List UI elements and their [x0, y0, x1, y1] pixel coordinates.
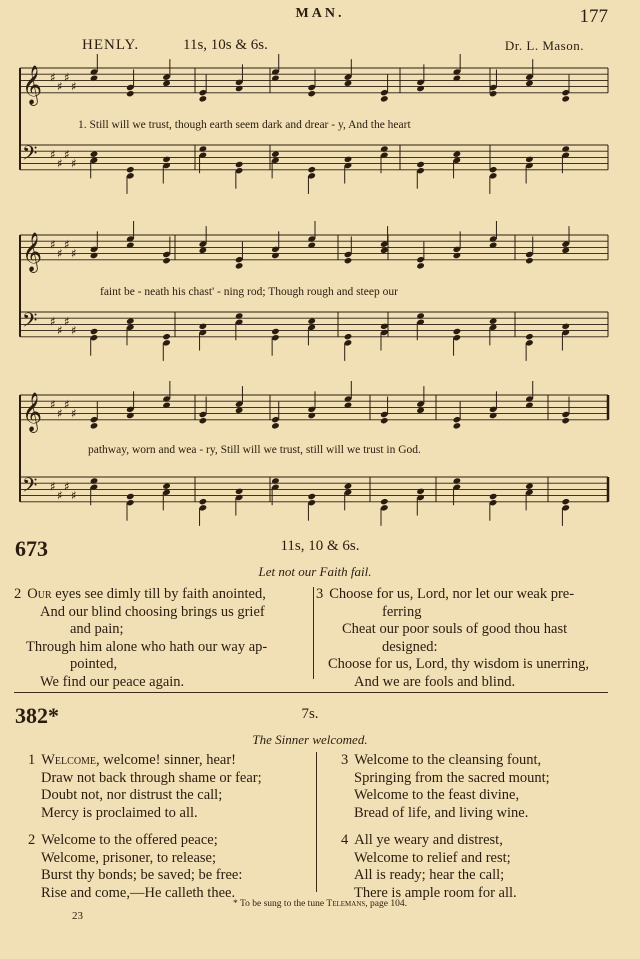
note-head: [271, 328, 280, 335]
note-head: [380, 417, 389, 424]
note-head: [199, 417, 208, 424]
note-head: [126, 166, 135, 173]
verse-2: [28, 832, 308, 902]
lyrics-line-3: pathway, worn and wea - ry, Still will we trust, still will we trust in God.: [88, 444, 421, 456]
note-head: [271, 422, 280, 429]
sharp-icon: ♯: [64, 70, 70, 85]
column-divider: [316, 752, 317, 892]
hymn-meter: 7s.: [301, 706, 319, 722]
hymn-number: 382*: [15, 703, 59, 728]
sharp-icon: ♯: [50, 147, 56, 162]
signature-mark: 23: [72, 910, 83, 922]
note-head: [199, 323, 208, 330]
note-head: [307, 412, 316, 419]
sharp-icon: ♯: [50, 314, 56, 329]
note-head: [453, 252, 462, 259]
verse-line: Welcome, prisoner, to release;: [41, 849, 216, 866]
verse-line: Through him alone who hath our way ap-: [26, 638, 268, 655]
sharp-icon: ♯: [64, 397, 70, 412]
treble-clef-icon: 𝄞: [22, 64, 43, 105]
composer: Dr. L. Mason.: [504, 38, 584, 53]
verse-line: Welcome to the cleansing fount,: [354, 752, 542, 768]
sharp-icon: ♯: [57, 156, 63, 171]
note-head: [199, 95, 208, 102]
verse-line: and pain;: [70, 621, 124, 637]
verse-line: designed:: [382, 638, 438, 655]
note-head: [344, 257, 353, 264]
verse-line: Bread of life, and living wine.: [354, 804, 529, 821]
note-head: [561, 498, 570, 505]
verse-line: Welcome to relief and rest;: [354, 849, 511, 866]
verse-line: We find our peace again.: [40, 673, 185, 690]
tune-meter: 11s, 10s & 6s.: [183, 37, 268, 53]
sharp-icon: ♯: [64, 479, 70, 494]
sharp-icon: ♯: [57, 79, 63, 94]
hymn-meter: 11s, 10 & 6s.: [280, 538, 360, 554]
note-head: [235, 488, 244, 495]
verse-line: Burst thy bonds; be saved; be free:: [41, 867, 243, 883]
verse-line: pointed,: [70, 656, 118, 672]
treble-clef-icon: 𝄞: [22, 391, 43, 432]
sharp-icon: ♯: [64, 237, 70, 252]
verse-line: Draw not back through shame or fear;: [41, 769, 262, 786]
note-head: [307, 493, 316, 500]
section-divider: [14, 692, 608, 693]
verse-line: There is ample room for all.: [354, 884, 517, 901]
note-head: [90, 422, 99, 429]
verse-line: And our blind choosing brings us grief: [40, 603, 265, 620]
bass-clef-icon: 𝄢: [22, 308, 38, 337]
sharp-icon: ♯: [64, 314, 70, 329]
verse-number: 1: [28, 752, 36, 768]
note-head: [453, 422, 462, 429]
verse-line: Choose for us, Lord, nor let our weak pre-: [329, 586, 575, 602]
note-head: [126, 90, 135, 97]
note-head: [561, 323, 570, 330]
lyrics-line-1: 1. Still will we trust, though earth seem dark and drear - y, And the heart: [78, 119, 411, 131]
verse-1: [28, 752, 308, 822]
column-divider: [313, 587, 314, 679]
note-head: [561, 95, 570, 102]
verse-line: And we are fools and blind.: [354, 673, 516, 690]
note-head: [416, 161, 425, 168]
note-head: [416, 488, 425, 495]
note-head: [235, 161, 244, 168]
note-head: [307, 166, 316, 173]
note-head: [416, 85, 425, 92]
note-head: [344, 156, 353, 163]
verse-line: ferring: [382, 603, 422, 620]
verse-line: All ye weary and distrest,: [354, 832, 503, 848]
verse-line: Welcome to the offered peace;: [41, 832, 218, 848]
verse-line: All is ready; hear the call;: [354, 867, 505, 883]
note-head: [235, 85, 244, 92]
bass-clef-icon: 𝄢: [22, 141, 38, 170]
note-head: [380, 498, 389, 505]
verse-number: 3: [341, 752, 349, 768]
verse-line: Welcome to the feast divine,: [354, 787, 520, 803]
verse-number: 2: [28, 832, 36, 848]
footnote: [0, 899, 640, 909]
bass-clef-icon: 𝄢: [22, 473, 38, 502]
verse-4: [341, 832, 621, 902]
verse-2: [14, 586, 309, 691]
note-head: [380, 323, 389, 330]
note-head: [489, 412, 498, 419]
sharp-icon: ♯: [71, 246, 77, 261]
verse-line: Rise and come,—He calleth thee.: [41, 884, 236, 901]
tune-name: HENLY.: [82, 37, 140, 53]
note-head: [489, 493, 498, 500]
note-head: [235, 262, 244, 269]
verse-line: welcome! sinner, hear!: [103, 752, 236, 768]
verse-line: Doubt not, nor distrust the call;: [41, 787, 223, 803]
sharp-icon: ♯: [71, 323, 77, 338]
note-head: [90, 252, 99, 259]
note-head: [561, 417, 570, 424]
sharp-icon: ♯: [71, 156, 77, 171]
sharp-icon: ♯: [57, 246, 63, 261]
sharp-icon: ♯: [50, 479, 56, 494]
note-head: [344, 333, 353, 340]
hymn-subtitle: Let not our Faith fail.: [258, 564, 372, 579]
note-head: [126, 493, 135, 500]
page-number: 177: [579, 6, 608, 27]
first-word: Our: [27, 586, 52, 602]
note-head: [162, 257, 171, 264]
verse-number: 4: [341, 832, 349, 848]
note-head: [271, 252, 280, 259]
lyrics-line-2: faint be - neath his chast' - ning rod; Though rough and steep our: [100, 286, 398, 298]
sharp-icon: ♯: [57, 488, 63, 503]
sharp-icon: ♯: [71, 406, 77, 421]
treble-clef-icon: 𝄞: [22, 231, 43, 272]
first-word: Welcome,: [41, 752, 100, 768]
note-head: [126, 412, 135, 419]
note-head: [162, 156, 171, 163]
note-head: [307, 90, 316, 97]
sharp-icon: ♯: [50, 397, 56, 412]
hymn-number: 673: [15, 536, 48, 561]
note-head: [162, 333, 171, 340]
verse-line: eyes see dimly till by faith anointed,: [55, 586, 266, 602]
note-head: [90, 328, 99, 335]
note-head: [525, 156, 534, 163]
sharp-icon: ♯: [50, 237, 56, 252]
note-head: [453, 328, 462, 335]
hymn-subtitle: The Sinner welcomed.: [252, 732, 368, 747]
footnote-tune: Telemans,: [326, 899, 368, 909]
verse-number: 2: [14, 586, 22, 602]
running-head: MAN.: [295, 6, 345, 21]
note-head: [525, 257, 534, 264]
sharp-icon: ♯: [57, 323, 63, 338]
note-head: [380, 95, 389, 102]
verse-line: Mercy is proclaimed to all.: [41, 804, 198, 821]
verse-line: Springing from the sacred mount;: [354, 769, 550, 786]
sharp-icon: ♯: [57, 406, 63, 421]
verse-line: Cheat our poor souls of good thou hast: [342, 621, 568, 637]
verse-line: Choose for us, Lord, thy wisdom is unerring,: [328, 656, 589, 672]
sharp-icon: ♯: [50, 70, 56, 85]
verse-3: [341, 752, 621, 822]
note-head: [525, 333, 534, 340]
footnote-text: * To be sung to the tune: [233, 899, 325, 909]
sharp-icon: ♯: [71, 79, 77, 94]
note-head: [199, 498, 208, 505]
verse-3: [316, 586, 611, 691]
sharp-icon: ♯: [71, 488, 77, 503]
footnote-page: page 104.: [370, 899, 407, 909]
note-head: [416, 262, 425, 269]
verse-number: 3: [316, 586, 324, 602]
sharp-icon: ♯: [64, 147, 70, 162]
